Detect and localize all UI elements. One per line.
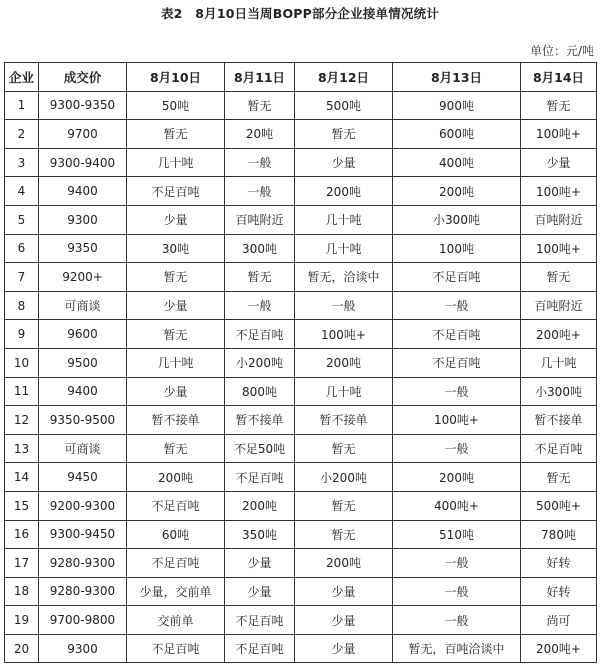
aug10-cell: 不足百吨 <box>127 549 225 578</box>
aug12-cell: 暂不接单 <box>295 406 393 435</box>
aug13-cell: 不足百吨 <box>393 263 521 292</box>
unit-label: 单位：元/吨 <box>529 44 594 58</box>
price-cell: 可商谈 <box>39 291 127 320</box>
aug14-cell: 200吨+ <box>521 320 597 349</box>
aug14-cell: 好转 <box>521 577 597 606</box>
aug13-cell: 一般 <box>393 291 521 320</box>
table-row <box>5 120 597 149</box>
aug14-cell: 100吨+ <box>521 120 597 149</box>
price-cell: 9700-9800 <box>39 606 127 635</box>
aug12-cell: 小200吨 <box>295 463 393 492</box>
aug12-cell: 少量 <box>295 606 393 635</box>
aug14-cell: 暂无 <box>521 91 597 120</box>
price-cell: 9300-9450 <box>39 520 127 549</box>
aug14-cell: 200吨+ <box>521 634 597 663</box>
company-cell: 13 <box>5 434 39 463</box>
aug14-cell: 100吨+ <box>521 234 597 263</box>
aug11-cell: 百吨附近 <box>225 205 295 234</box>
header-cell-price: 成交价 <box>39 63 127 92</box>
price-cell: 可商谈 <box>39 434 127 463</box>
aug14-cell: 少量 <box>521 148 597 177</box>
company-cell: 3 <box>5 148 39 177</box>
aug11-cell: 不足百吨 <box>225 320 295 349</box>
aug12-cell: 500吨 <box>295 91 393 120</box>
price-cell: 9450 <box>39 463 127 492</box>
company-cell: 2 <box>5 120 39 149</box>
aug14-cell: 暂不接单 <box>521 406 597 435</box>
aug11-cell: 少量 <box>225 577 295 606</box>
aug12-cell: 暂无，洽谈中 <box>295 263 393 292</box>
aug14-cell: 780吨 <box>521 520 597 549</box>
aug11-cell: 300吨 <box>225 234 295 263</box>
company-cell: 1 <box>5 91 39 120</box>
aug12-cell: 少量 <box>295 148 393 177</box>
aug10-cell: 几十吨 <box>127 148 225 177</box>
aug12-cell: 少量 <box>295 577 393 606</box>
aug10-cell: 200吨 <box>127 463 225 492</box>
company-cell: 14 <box>5 463 39 492</box>
company-cell: 4 <box>5 177 39 206</box>
table-row <box>5 91 597 120</box>
table-row <box>5 177 597 206</box>
aug11-cell: 暂不接单 <box>225 406 295 435</box>
aug11-cell: 800吨 <box>225 377 295 406</box>
header-cell-aug14: 8月14日 <box>521 63 597 92</box>
table-row <box>5 234 597 263</box>
price-cell: 9400 <box>39 177 127 206</box>
aug11-cell: 一般 <box>225 291 295 320</box>
table-row <box>5 377 597 406</box>
aug10-cell: 暂无 <box>127 320 225 349</box>
aug11-cell: 暂无 <box>225 263 295 292</box>
aug13-cell: 不足百吨 <box>393 348 521 377</box>
table-row <box>5 549 597 578</box>
price-cell: 9280-9300 <box>39 549 127 578</box>
aug10-cell: 不足百吨 <box>127 634 225 663</box>
price-cell: 9700 <box>39 120 127 149</box>
table-row <box>5 634 597 663</box>
aug10-cell: 不足百吨 <box>127 491 225 520</box>
aug11-cell: 200吨 <box>225 491 295 520</box>
aug10-cell: 暂无 <box>127 434 225 463</box>
header-cell-aug13: 8月13日 <box>393 63 521 92</box>
company-cell: 11 <box>5 377 39 406</box>
table-row <box>5 491 597 520</box>
aug14-cell: 不足百吨 <box>521 434 597 463</box>
company-cell: 9 <box>5 320 39 349</box>
aug10-cell: 暂不接单 <box>127 406 225 435</box>
company-cell: 6 <box>5 234 39 263</box>
aug11-cell: 小200吨 <box>225 348 295 377</box>
company-cell: 8 <box>5 291 39 320</box>
company-cell: 16 <box>5 520 39 549</box>
aug12-cell: 暂无 <box>295 491 393 520</box>
price-cell: 9300-9350 <box>39 91 127 120</box>
aug11-cell: 350吨 <box>225 520 295 549</box>
table-row <box>5 263 597 292</box>
aug10-cell: 暂无 <box>127 120 225 149</box>
aug14-cell: 暂无 <box>521 263 597 292</box>
aug11-cell: 不足50吨 <box>225 434 295 463</box>
aug14-cell: 好转 <box>521 549 597 578</box>
company-cell: 18 <box>5 577 39 606</box>
aug12-cell: 一般 <box>295 291 393 320</box>
aug13-cell: 一般 <box>393 577 521 606</box>
company-cell: 10 <box>5 348 39 377</box>
aug12-cell: 200吨 <box>295 549 393 578</box>
aug12-cell: 暂无 <box>295 434 393 463</box>
aug10-cell: 几十吨 <box>127 348 225 377</box>
aug13-cell: 600吨 <box>393 120 521 149</box>
aug10-cell: 暂无 <box>127 263 225 292</box>
price-cell: 9400 <box>39 377 127 406</box>
table-row <box>5 320 597 349</box>
price-cell: 9200-9300 <box>39 491 127 520</box>
aug13-cell: 一般 <box>393 377 521 406</box>
aug10-cell: 交前单 <box>127 606 225 635</box>
aug14-cell: 暂无 <box>521 463 597 492</box>
price-cell: 9300 <box>39 634 127 663</box>
aug12-cell: 100吨+ <box>295 320 393 349</box>
aug10-cell: 50吨 <box>127 91 225 120</box>
table-row <box>5 606 597 635</box>
table-body <box>5 91 597 663</box>
aug13-cell: 不足百吨 <box>393 320 521 349</box>
aug13-cell: 900吨 <box>393 91 521 120</box>
aug14-cell: 100吨+ <box>521 177 597 206</box>
aug14-cell: 百吨附近 <box>521 205 597 234</box>
company-cell: 20 <box>5 634 39 663</box>
aug13-cell: 400吨+ <box>393 491 521 520</box>
aug11-cell: 少量 <box>225 549 295 578</box>
aug13-cell: 200吨 <box>393 463 521 492</box>
aug12-cell: 几十吨 <box>295 377 393 406</box>
header-cell-company: 企业 <box>5 63 39 92</box>
price-cell: 9300-9400 <box>39 148 127 177</box>
aug12-cell: 200吨 <box>295 348 393 377</box>
company-cell: 15 <box>5 491 39 520</box>
company-cell: 5 <box>5 205 39 234</box>
table-row <box>5 348 597 377</box>
price-cell: 9200+ <box>39 263 127 292</box>
aug10-cell: 60吨 <box>127 520 225 549</box>
header-cell-aug10: 8月10日 <box>127 63 225 92</box>
table-row <box>5 463 597 492</box>
table-row <box>5 434 597 463</box>
aug14-cell: 尚可 <box>521 606 597 635</box>
aug13-cell: 510吨 <box>393 520 521 549</box>
order-stats-table <box>4 62 597 663</box>
aug11-cell: 不足百吨 <box>225 606 295 635</box>
price-cell: 9350-9500 <box>39 406 127 435</box>
aug11-cell: 一般 <box>225 148 295 177</box>
header-cell-aug11: 8月11日 <box>225 63 295 92</box>
table-row <box>5 406 597 435</box>
price-cell: 9280-9300 <box>39 577 127 606</box>
aug13-cell: 一般 <box>393 606 521 635</box>
table-row <box>5 291 597 320</box>
aug12-cell: 少量 <box>295 634 393 663</box>
aug11-cell: 不足百吨 <box>225 463 295 492</box>
table-row <box>5 520 597 549</box>
table-row <box>5 577 597 606</box>
aug13-cell: 一般 <box>393 434 521 463</box>
company-cell: 12 <box>5 406 39 435</box>
aug14-cell: 小300吨 <box>521 377 597 406</box>
aug10-cell: 不足百吨 <box>127 177 225 206</box>
table-row <box>5 205 597 234</box>
table-row <box>5 148 597 177</box>
price-cell: 9500 <box>39 348 127 377</box>
header-row <box>5 63 597 92</box>
price-cell: 9350 <box>39 234 127 263</box>
header-cell-aug12: 8月12日 <box>295 63 393 92</box>
aug12-cell: 几十吨 <box>295 205 393 234</box>
aug11-cell: 一般 <box>225 177 295 206</box>
aug13-cell: 100吨 <box>393 234 521 263</box>
aug14-cell: 百吨附近 <box>521 291 597 320</box>
aug10-cell: 少量，交前单 <box>127 577 225 606</box>
aug13-cell: 100吨+ <box>393 406 521 435</box>
aug13-cell: 400吨 <box>393 148 521 177</box>
aug11-cell: 暂无 <box>225 91 295 120</box>
aug10-cell: 30吨 <box>127 234 225 263</box>
aug12-cell: 暂无 <box>295 120 393 149</box>
aug12-cell: 暂无 <box>295 520 393 549</box>
aug13-cell: 一般 <box>393 549 521 578</box>
aug11-cell: 20吨 <box>225 120 295 149</box>
aug10-cell: 少量 <box>127 377 225 406</box>
aug14-cell: 500吨+ <box>521 491 597 520</box>
aug10-cell: 少量 <box>127 291 225 320</box>
aug11-cell: 不足百吨 <box>225 634 295 663</box>
aug12-cell: 几十吨 <box>295 234 393 263</box>
table-title: 表2 8月10日当周BOPP部分企业接单情况统计 <box>160 6 440 21</box>
aug14-cell: 几十吨 <box>521 348 597 377</box>
price-cell: 9300 <box>39 205 127 234</box>
company-cell: 19 <box>5 606 39 635</box>
price-cell: 9600 <box>39 320 127 349</box>
aug13-cell: 小300吨 <box>393 205 521 234</box>
aug10-cell: 少量 <box>127 205 225 234</box>
company-cell: 7 <box>5 263 39 292</box>
aug12-cell: 200吨 <box>295 177 393 206</box>
company-cell: 17 <box>5 549 39 578</box>
aug13-cell: 200吨 <box>393 177 521 206</box>
aug13-cell: 暂无，百吨洽谈中 <box>393 634 521 663</box>
